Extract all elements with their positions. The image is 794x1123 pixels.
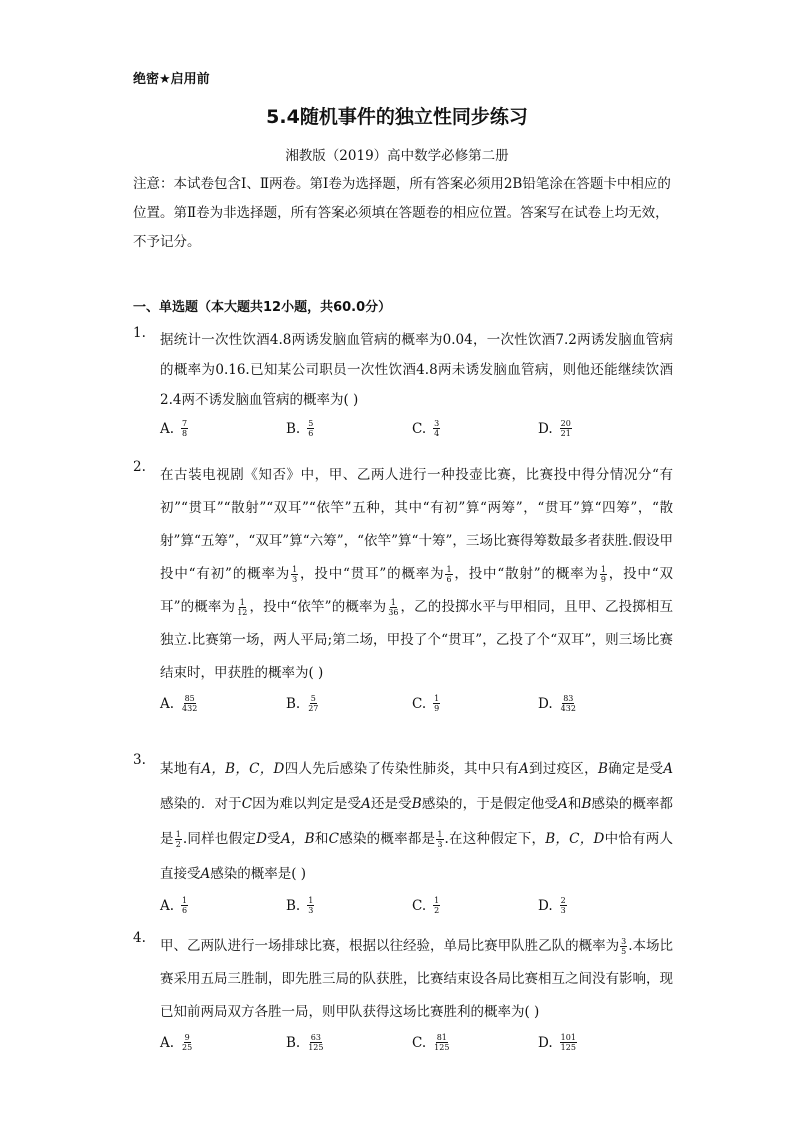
option-label: D. (538, 897, 553, 914)
fraction: $\frac{1}{2}$ (175, 830, 181, 849)
option-d[interactable] (538, 1033, 578, 1052)
option-b[interactable] (286, 694, 320, 713)
option-label: A. (160, 1034, 175, 1051)
fraction: $\frac{63}{125}$ (308, 1033, 324, 1052)
option-label: C. (412, 695, 427, 712)
fraction: $\frac{5}{6}$ (308, 419, 314, 438)
option-d[interactable] (538, 896, 568, 915)
question-1 (133, 325, 673, 449)
option-b[interactable] (286, 1033, 326, 1052)
option-list (160, 694, 673, 724)
fraction: $\frac{1}{3}$ (437, 830, 443, 849)
option-c[interactable] (412, 1033, 451, 1052)
option-label: B. (286, 1034, 301, 1051)
option-c[interactable] (412, 419, 441, 438)
option-label: A. (160, 897, 175, 914)
option-label: D. (538, 695, 553, 712)
fraction: $\frac{5}{27}$ (308, 694, 319, 713)
fraction: $\frac{83}{432}$ (560, 694, 576, 713)
option-label: B. (286, 897, 301, 914)
option-b[interactable] (286, 896, 315, 915)
option-label: D. (538, 420, 553, 437)
option-label: C. (412, 420, 427, 437)
option-label: D. (538, 1034, 553, 1051)
confidential-label: 绝密★启用前 (133, 72, 210, 87)
fraction: $\frac{101}{125}$ (560, 1033, 576, 1052)
page-title: 5.4随机事件的独立性同步练习 (266, 106, 528, 128)
fraction: $\frac{1}{9}$ (600, 565, 606, 584)
fraction: $\frac{1}{36}$ (388, 598, 399, 617)
option-list (160, 896, 673, 926)
option-a[interactable] (160, 419, 189, 438)
fraction: $\frac{3}{5}$ (621, 937, 627, 956)
question-number: 1. (133, 325, 146, 341)
option-c[interactable] (412, 694, 441, 713)
fraction: $\frac{1}{12}$ (237, 598, 248, 617)
option-label: B. (286, 695, 301, 712)
fraction: $\frac{3}{4}$ (434, 419, 440, 438)
question-2 (133, 459, 673, 724)
option-d[interactable] (538, 694, 578, 713)
option-c[interactable] (412, 896, 441, 915)
question-3 (133, 752, 673, 926)
section-title: 一、单选题（本大题共12小题，共60.0分） (133, 300, 392, 315)
question-stem: 甲、乙两队进行一场排球比赛，根据以往经验，单局比赛甲队胜乙队的概率为 $\frac{3}{5}$ .本场比赛采用五局三胜制，即先胜三局的队获胜，比赛结束设各局比赛相互之间没有影响，现已知前两局双方各胜一局，则甲队获得这场比赛胜利的概率为( ) (160, 937, 674, 1020)
fraction: $\frac{1}{6}$ (182, 896, 188, 915)
option-label: A. (160, 695, 175, 712)
page-subtitle: 湘教版（2019）高中数学必修第二册 (285, 148, 509, 164)
fraction: $\frac{85}{432}$ (182, 694, 198, 713)
fraction: $\frac{1}{6}$ (446, 565, 452, 584)
option-a[interactable] (160, 694, 199, 713)
option-label: A. (160, 420, 175, 437)
question-number: 3. (133, 752, 146, 768)
option-a[interactable] (160, 896, 189, 915)
fraction: $\frac{1}{3}$ (308, 896, 314, 915)
exam-notice: 注意：本试卷包含Ⅰ、Ⅱ两卷。第Ⅰ卷为选择题，所有答案必须用2B铅笔涂在答题卡中相应的位置。第Ⅱ卷为非选择题，所有答案必须填在答题卷的相应位置。答案写在试卷上均无效，不予记分。 (133, 176, 671, 250)
question-stem: 在古装电视剧《知否》中，甲、乙两人进行一种投壶比赛，比赛投中得分情况分“有初”“贯耳”“散射”“双耳”“依竿”五种，其中“有初”算“两筹”，“贯耳”算“四筹”，“散射”算“五筹”，“双耳”算“六筹”，“依竿”算“十筹”，三场比赛得筹数最多者获胜.假设甲投中“有初”的概率为 $\frac{1}{3}$ ，投中“贯耳”的概率为 $\frac{1}{6}$ ，投中“散射”的概率为 $\frac{1}{9}$ ，投中“双耳”的概率为 $\frac{1}{12}$ ，投中“依竿”的概率为 $\frac{1}{36}$ ，乙的投掷水平与甲相同，且甲、乙投掷相互独立.比赛第一场，两人平局;第二场，甲投了个“贯耳”，乙投了个“双耳”，则三场比赛结束时，甲获胜的概率为( ) (160, 467, 674, 681)
option-label: C. (412, 1034, 427, 1051)
option-label: B. (286, 420, 301, 437)
fraction: $\frac{1}{2}$ (434, 896, 440, 915)
question-stem: 据统计一次性饮酒4.8两诱发脑血管病的概率为0.04，一次性饮酒7.2两诱发脑血管病的概率为0.16.已知某公司职员一次性饮酒4.8两未诱发脑血管病，则他还能继续饮酒2.4两不诱发脑血管病的概率为( ) (160, 332, 673, 408)
fraction: $\frac{2}{3}$ (560, 896, 566, 915)
fraction: $\frac{1}{3}$ (292, 565, 298, 584)
option-d[interactable] (538, 419, 573, 438)
option-list (160, 1033, 673, 1063)
option-label: C. (412, 897, 427, 914)
fraction: $\frac{7}{8}$ (182, 419, 188, 438)
fraction: $\frac{9}{25}$ (182, 1033, 193, 1052)
option-a[interactable] (160, 1033, 194, 1052)
fraction: $\frac{20}{21}$ (560, 419, 571, 438)
fraction: $\frac{81}{125}$ (434, 1033, 450, 1052)
option-b[interactable] (286, 419, 315, 438)
option-list (160, 419, 673, 449)
question-number: 4. (133, 930, 146, 946)
fraction: $\frac{1}{9}$ (434, 694, 440, 713)
question-number: 2. (133, 459, 146, 475)
question-4 (133, 930, 673, 1063)
question-stem: 某地有A，B，C，D四人先后感染了传染性肺炎，其中只有A到过疫区，B确定是受A感染的．对于C因为难以判定是受A还是受B感染的，于是假定他受A和B感染的概率都是 $\frac{1}{2}$ .同样也假定D受A，B和C感染的概率都是 $\frac{1}{3}$ .在这种假定下，B，C，D中恰有两人直接受A感染的概率是( ) (160, 761, 674, 882)
